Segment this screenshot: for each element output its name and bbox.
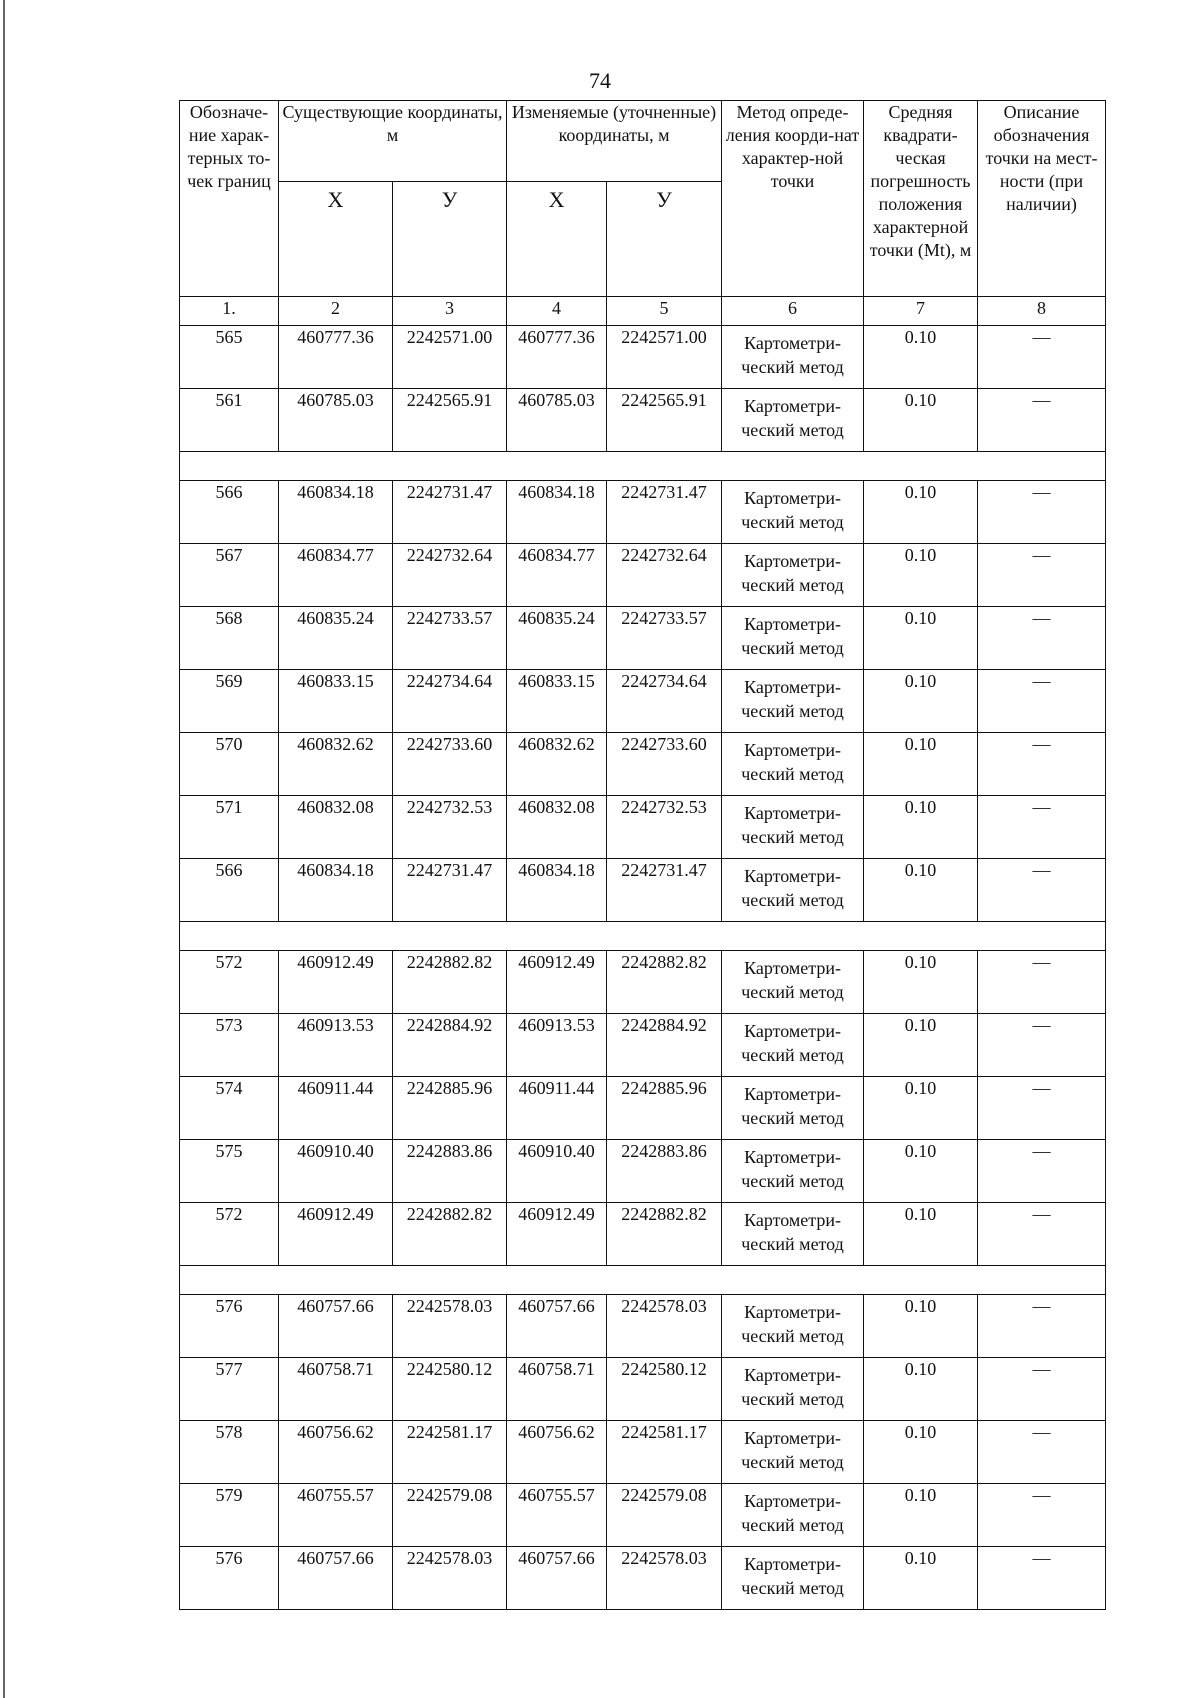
- coordinates-table: [179, 100, 1106, 1610]
- page-number: 74: [589, 68, 611, 93]
- point-id-cell: 569: [180, 670, 279, 733]
- changed-x-cell: 460911.44: [507, 1077, 607, 1140]
- column-number: 4: [507, 297, 607, 326]
- existing-y-cell: 2242885.96: [393, 1077, 507, 1140]
- changed-x-cell: 460832.62: [507, 733, 607, 796]
- changed-x-cell: 460758.71: [507, 1358, 607, 1421]
- changed-y-cell: 2242578.03: [607, 1295, 722, 1358]
- table-row: [180, 733, 1106, 796]
- changed-y-cell: 2242733.57: [607, 607, 722, 670]
- changed-x-cell: 460912.49: [507, 1203, 607, 1266]
- header-changed-coordinates: Изменяемые (уточненные) координаты, м: [507, 101, 722, 182]
- changed-y-cell: 2242565.91: [607, 389, 722, 452]
- table-row: [180, 1140, 1106, 1203]
- header-description: Описание обозначения точки на мест-ности (при наличии): [978, 101, 1106, 297]
- accuracy-cell: 0.10: [864, 1547, 978, 1610]
- header-existing-coordinates: Существующие координаты, м: [279, 101, 507, 182]
- accuracy-cell: 0.10: [864, 544, 978, 607]
- method-cell: Картометри-ческий метод: [722, 1547, 864, 1610]
- existing-x-cell: 460833.15: [279, 670, 393, 733]
- changed-y-cell: 2242571.00: [607, 326, 722, 389]
- existing-x-cell: 460912.49: [279, 1203, 393, 1266]
- changed-x-cell: 460756.62: [507, 1421, 607, 1484]
- method-cell: Картометри-ческий метод: [722, 389, 864, 452]
- changed-y-cell: 2242883.86: [607, 1140, 722, 1203]
- column-number: 6: [722, 297, 864, 326]
- method-cell: Картометри-ческий метод: [722, 1140, 864, 1203]
- method-cell: Картометри-ческий метод: [722, 1014, 864, 1077]
- table-row: [180, 1547, 1106, 1610]
- accuracy-cell: 0.10: [864, 389, 978, 452]
- method-cell: Картометри-ческий метод: [722, 481, 864, 544]
- existing-y-cell: 2242732.53: [393, 796, 507, 859]
- accuracy-cell: 0.10: [864, 670, 978, 733]
- point-id-cell: 568: [180, 607, 279, 670]
- changed-x-cell: 460777.36: [507, 326, 607, 389]
- column-number: 7: [864, 297, 978, 326]
- method-cell: Картометри-ческий метод: [722, 1203, 864, 1266]
- changed-x-cell: 460834.18: [507, 481, 607, 544]
- group-separator-cell: [180, 452, 1106, 481]
- changed-y-cell: 2242734.64: [607, 670, 722, 733]
- method-cell: Картометри-ческий метод: [722, 951, 864, 1014]
- column-number: 2: [279, 297, 393, 326]
- existing-y-cell: 2242732.64: [393, 544, 507, 607]
- column-number: 8: [978, 297, 1106, 326]
- existing-x-cell: 460832.08: [279, 796, 393, 859]
- changed-x-cell: 460785.03: [507, 389, 607, 452]
- method-cell: Картометри-ческий метод: [722, 859, 864, 922]
- description-cell: —: [978, 544, 1106, 607]
- existing-x-cell: 460756.62: [279, 1421, 393, 1484]
- description-cell: —: [978, 1484, 1106, 1547]
- changed-y-cell: 2242731.47: [607, 481, 722, 544]
- header-changed-x: X: [507, 182, 607, 297]
- existing-y-cell: 2242579.08: [393, 1484, 507, 1547]
- table-row: [180, 326, 1106, 389]
- existing-x-cell: 460832.62: [279, 733, 393, 796]
- accuracy-cell: 0.10: [864, 1358, 978, 1421]
- existing-y-cell: 2242580.12: [393, 1358, 507, 1421]
- changed-y-cell: 2242882.82: [607, 951, 722, 1014]
- method-cell: Картометри-ческий метод: [722, 1358, 864, 1421]
- point-id-cell: 575: [180, 1140, 279, 1203]
- changed-x-cell: 460832.08: [507, 796, 607, 859]
- changed-y-cell: 2242882.82: [607, 1203, 722, 1266]
- point-id-cell: 570: [180, 733, 279, 796]
- point-id-cell: 574: [180, 1077, 279, 1140]
- changed-x-cell: 460755.57: [507, 1484, 607, 1547]
- accuracy-cell: 0.10: [864, 1077, 978, 1140]
- accuracy-cell: 0.10: [864, 796, 978, 859]
- accuracy-cell: 0.10: [864, 481, 978, 544]
- existing-y-cell: 2242733.60: [393, 733, 507, 796]
- existing-y-cell: 2242578.03: [393, 1547, 507, 1610]
- existing-y-cell: 2242731.47: [393, 481, 507, 544]
- table-row: [180, 607, 1106, 670]
- accuracy-cell: 0.10: [864, 1421, 978, 1484]
- existing-y-cell: 2242565.91: [393, 389, 507, 452]
- table-row: [180, 859, 1106, 922]
- existing-y-cell: 2242578.03: [393, 1295, 507, 1358]
- changed-y-cell: 2242579.08: [607, 1484, 722, 1547]
- point-id-cell: 566: [180, 481, 279, 544]
- existing-y-cell: 2242733.57: [393, 607, 507, 670]
- existing-y-cell: 2242734.64: [393, 670, 507, 733]
- point-id-cell: 561: [180, 389, 279, 452]
- changed-x-cell: 460835.24: [507, 607, 607, 670]
- description-cell: —: [978, 796, 1106, 859]
- header-existing-x: X: [279, 182, 393, 297]
- table-row: [180, 1421, 1106, 1484]
- method-cell: Картометри-ческий метод: [722, 607, 864, 670]
- page-edge-line: [3, 0, 5, 1698]
- table-body: [180, 326, 1106, 1610]
- header-existing-y: У: [393, 182, 507, 297]
- point-id-cell: 578: [180, 1421, 279, 1484]
- group-separator-cell: [180, 1266, 1106, 1295]
- method-cell: Картометри-ческий метод: [722, 733, 864, 796]
- group-separator-row: [180, 922, 1106, 951]
- existing-x-cell: 460910.40: [279, 1140, 393, 1203]
- header-method: Метод опреде-ления коорди-нат характер-ной точки: [722, 101, 864, 297]
- description-cell: —: [978, 481, 1106, 544]
- method-cell: Картометри-ческий метод: [722, 1295, 864, 1358]
- accuracy-cell: 0.10: [864, 859, 978, 922]
- changed-x-cell: 460757.66: [507, 1547, 607, 1610]
- existing-x-cell: 460834.18: [279, 859, 393, 922]
- existing-y-cell: 2242884.92: [393, 1014, 507, 1077]
- changed-x-cell: 460834.77: [507, 544, 607, 607]
- description-cell: —: [978, 1547, 1106, 1610]
- point-id-cell: 576: [180, 1547, 279, 1610]
- group-separator-row: [180, 452, 1106, 481]
- accuracy-cell: 0.10: [864, 1484, 978, 1547]
- changed-y-cell: 2242733.60: [607, 733, 722, 796]
- point-id-cell: 566: [180, 859, 279, 922]
- existing-x-cell: 460785.03: [279, 389, 393, 452]
- existing-x-cell: 460911.44: [279, 1077, 393, 1140]
- description-cell: —: [978, 1203, 1106, 1266]
- method-cell: Картометри-ческий метод: [722, 326, 864, 389]
- point-id-cell: 573: [180, 1014, 279, 1077]
- existing-y-cell: 2242731.47: [393, 859, 507, 922]
- description-cell: —: [978, 326, 1106, 389]
- changed-y-cell: 2242885.96: [607, 1077, 722, 1140]
- existing-x-cell: 460758.71: [279, 1358, 393, 1421]
- changed-y-cell: 2242884.92: [607, 1014, 722, 1077]
- changed-x-cell: 460833.15: [507, 670, 607, 733]
- point-id-cell: 577: [180, 1358, 279, 1421]
- description-cell: —: [978, 1140, 1106, 1203]
- method-cell: Картометри-ческий метод: [722, 1421, 864, 1484]
- description-cell: —: [978, 670, 1106, 733]
- point-id-cell: 572: [180, 951, 279, 1014]
- table-row: [180, 1203, 1106, 1266]
- point-id-cell: 576: [180, 1295, 279, 1358]
- method-cell: Картометри-ческий метод: [722, 670, 864, 733]
- changed-x-cell: 460913.53: [507, 1014, 607, 1077]
- accuracy-cell: 0.10: [864, 326, 978, 389]
- existing-y-cell: 2242883.86: [393, 1140, 507, 1203]
- table-row: [180, 1295, 1106, 1358]
- description-cell: —: [978, 733, 1106, 796]
- group-separator-cell: [180, 922, 1106, 951]
- column-number: 1.: [180, 297, 279, 326]
- changed-x-cell: 460912.49: [507, 951, 607, 1014]
- description-cell: —: [978, 1295, 1106, 1358]
- table-row: [180, 1358, 1106, 1421]
- accuracy-cell: 0.10: [864, 1295, 978, 1358]
- table-row: [180, 1014, 1106, 1077]
- table-row: [180, 670, 1106, 733]
- table-row: [180, 544, 1106, 607]
- table-row: [180, 389, 1106, 452]
- existing-y-cell: 2242882.82: [393, 951, 507, 1014]
- table-row: [180, 1077, 1106, 1140]
- column-number: 3: [393, 297, 507, 326]
- accuracy-cell: 0.10: [864, 951, 978, 1014]
- changed-y-cell: 2242578.03: [607, 1547, 722, 1610]
- existing-x-cell: 460834.18: [279, 481, 393, 544]
- description-cell: —: [978, 1358, 1106, 1421]
- existing-y-cell: 2242571.00: [393, 326, 507, 389]
- method-cell: Картометри-ческий метод: [722, 544, 864, 607]
- accuracy-cell: 0.10: [864, 1203, 978, 1266]
- method-cell: Картометри-ческий метод: [722, 1484, 864, 1547]
- existing-x-cell: 460757.66: [279, 1547, 393, 1610]
- changed-y-cell: 2242732.53: [607, 796, 722, 859]
- accuracy-cell: 0.10: [864, 1140, 978, 1203]
- changed-x-cell: 460757.66: [507, 1295, 607, 1358]
- column-numbers-row: [180, 297, 1106, 326]
- existing-x-cell: 460913.53: [279, 1014, 393, 1077]
- table-row: [180, 796, 1106, 859]
- point-id-cell: 571: [180, 796, 279, 859]
- existing-x-cell: 460757.66: [279, 1295, 393, 1358]
- method-cell: Картометри-ческий метод: [722, 1077, 864, 1140]
- description-cell: —: [978, 859, 1106, 922]
- accuracy-cell: 0.10: [864, 733, 978, 796]
- table-row: [180, 1484, 1106, 1547]
- point-id-cell: 565: [180, 326, 279, 389]
- header-accuracy: Средняя квадрати-ческая погрешность положения характерной точки (Mt), м: [864, 101, 978, 297]
- changed-x-cell: 460834.18: [507, 859, 607, 922]
- existing-y-cell: 2242581.17: [393, 1421, 507, 1484]
- existing-x-cell: 460912.49: [279, 951, 393, 1014]
- point-id-cell: 567: [180, 544, 279, 607]
- description-cell: —: [978, 1077, 1106, 1140]
- accuracy-cell: 0.10: [864, 607, 978, 670]
- header-point-designation: Обозначе-ние харак-терных то-чек границ: [180, 101, 279, 297]
- group-separator-row: [180, 1266, 1106, 1295]
- changed-x-cell: 460910.40: [507, 1140, 607, 1203]
- description-cell: —: [978, 1421, 1106, 1484]
- method-cell: Картометри-ческий метод: [722, 796, 864, 859]
- accuracy-cell: 0.10: [864, 1014, 978, 1077]
- description-cell: —: [978, 607, 1106, 670]
- description-cell: —: [978, 389, 1106, 452]
- existing-x-cell: 460835.24: [279, 607, 393, 670]
- table-row: [180, 951, 1106, 1014]
- changed-y-cell: 2242580.12: [607, 1358, 722, 1421]
- header-changed-y: У: [607, 182, 722, 297]
- changed-y-cell: 2242732.64: [607, 544, 722, 607]
- column-number: 5: [607, 297, 722, 326]
- point-id-cell: 572: [180, 1203, 279, 1266]
- existing-y-cell: 2242882.82: [393, 1203, 507, 1266]
- description-cell: —: [978, 951, 1106, 1014]
- table-row: [180, 481, 1106, 544]
- changed-y-cell: 2242731.47: [607, 859, 722, 922]
- point-id-cell: 579: [180, 1484, 279, 1547]
- description-cell: —: [978, 1014, 1106, 1077]
- existing-x-cell: 460777.36: [279, 326, 393, 389]
- existing-x-cell: 460834.77: [279, 544, 393, 607]
- changed-y-cell: 2242581.17: [607, 1421, 722, 1484]
- existing-x-cell: 460755.57: [279, 1484, 393, 1547]
